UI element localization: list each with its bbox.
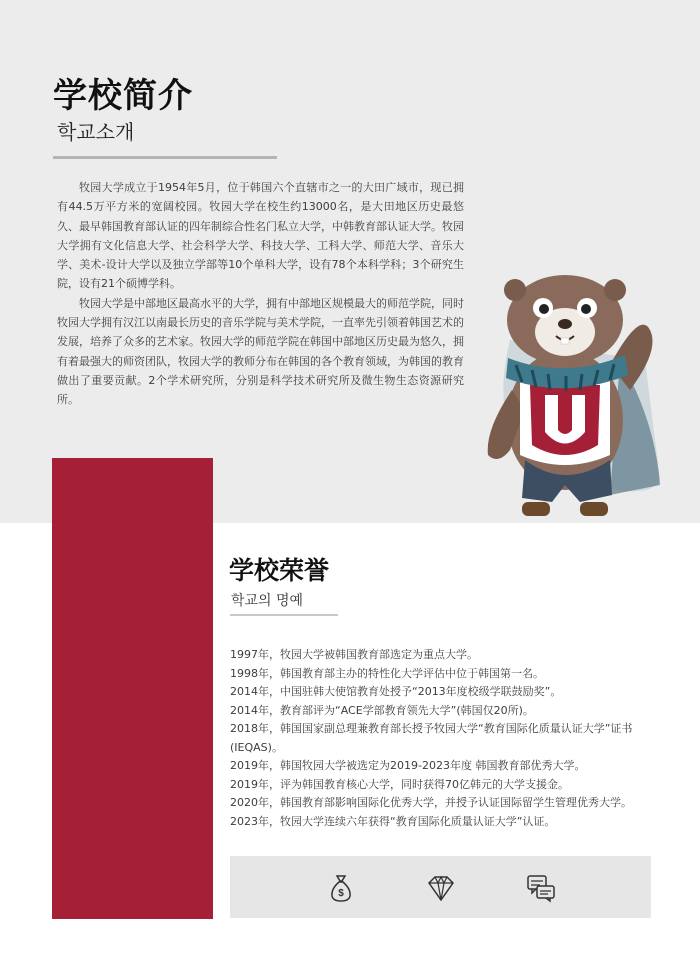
honors-title: 学校荣誉 <box>229 556 330 585</box>
accent-block <box>52 458 213 919</box>
intro-paragraph: 牧园大学成立于1954年5月，位于韩国六个直辖市之一的大田广域市，现已拥有44.5万平方米的宽阔校园。牧园大学在校生约13000名，是大田地区历史最悠久、最早韩国教育部认证的四年制综合性名门私立大学，中韩教育部认证大学。牧园大学拥有文化信息大学、社会科学大学、科技大学、工科大学、师范大学、音乐大学、美术-设计大学以及独立学部等10个单科大学，设有78个本科学科；3个研究生院，设有21个硕博学科。 <box>57 181 464 291</box>
intro-text <box>57 178 464 410</box>
list-item: 2018年，韩国国家副总理兼教育部长授予牧园大学“教育国际化质量认证大学”证书(IEQAS)。 <box>230 722 633 754</box>
list-item: 2023年，牧园大学连续六年获得“教育国际化质量认证大学”认证。 <box>230 814 556 828</box>
list-item: 2020年，韩国教育部影响国际化优秀大学，并授予认证国际留学生管理优秀大学。 <box>230 796 632 809</box>
list-item: 2014年，教育部评为“ACE学部教育领先大学”(韩国仅20所)。 <box>230 703 534 717</box>
intro-title: 学校简介 <box>53 76 193 116</box>
list-item: 2019年，韩国牧园大学被选定为2019-2023年度 韩国教育部优秀大学。 <box>230 759 586 772</box>
diamond-icon <box>426 873 456 903</box>
svg-text:$: $ <box>338 888 344 899</box>
honors-divider <box>230 614 338 616</box>
honors-list <box>230 646 670 831</box>
list-item: 1998年，韩国教育部主办的特性化大学评估中位于韩国第一名。 <box>230 666 544 680</box>
list-item: 2019年，评为韩国教育核心大学，同时获得70亿韩元的大学支援金。 <box>230 777 569 791</box>
honors-subtitle: 학교의 명예 <box>231 593 304 609</box>
intro-subtitle: 학교소개 <box>57 120 135 144</box>
list-item: 2014年，中国驻韩大使馆教育处授予“2013年度校级学联鼓励奖”。 <box>230 685 562 698</box>
icon-bar <box>230 856 651 918</box>
intro-divider <box>53 156 277 159</box>
money-bag-icon <box>326 873 356 903</box>
list-item: 1997年，牧园大学被韩国教育部选定为重点大学。 <box>230 648 478 661</box>
mascot-illustration <box>470 270 670 525</box>
chat-bubbles-icon <box>526 873 556 903</box>
intro-paragraph: 牧园大学是中部地区最高水平的大学，拥有中部地区规模最大的师范学院，同时牧园大学拥有汉江以南最长历史的音乐学院与美术学院，一直率先引领着韩国艺术的发展，培养了众多的艺术家。牧园大学的师范学院在韩国中部地区历史最为悠久，拥有着最强大的师资团队，牧园大学的教师分布在韩国的各个教育领域，为韩国的教育做出了重要贡献。2个学术研究所，分别是科学技术研究所及微生物生态资源研究所。 <box>57 296 464 407</box>
